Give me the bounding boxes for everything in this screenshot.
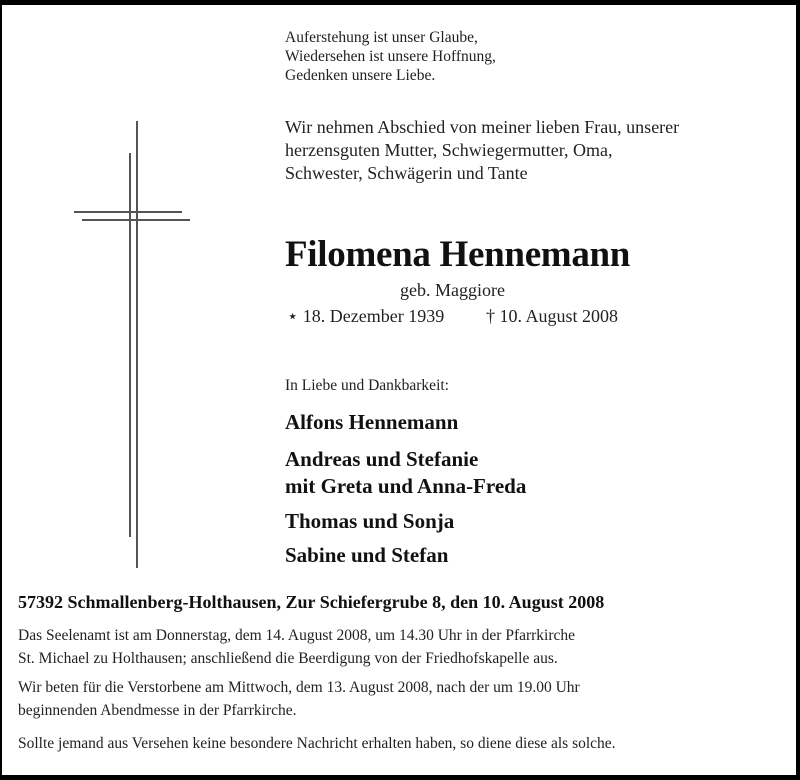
address-line: 57392 Schmallenberg-Holthausen, Zur Schiefergrube 8, den 10. August 2008: [18, 592, 605, 612]
mourner-name: Sabine und Stefan: [285, 543, 449, 567]
detail-line: Das Seelenamt ist am Donnerstag, dem 14. August 2008, um 14.30 Uhr in der Pfarrkirche: [18, 627, 576, 644]
mourner-name: Thomas und Sonja: [285, 509, 455, 533]
farewell-line: herzensguten Mutter, Schwiegermutter, Oma,: [285, 140, 613, 160]
detail-line: Wir beten für die Verstorbene am Mittwoch, dem 13. August 2008, nach der um 19.00 Uhr: [18, 679, 580, 696]
maiden-name: geb. Maggiore: [400, 280, 505, 300]
detail-line: Sollte jemand aus Versehen keine besondere Nachricht erhalten haben, so diene diese als solche.: [18, 735, 616, 752]
mourner-name: Alfons Hennemann: [285, 410, 459, 434]
mourner-name: mit Greta und Anna-Freda: [285, 474, 527, 498]
mourners-intro: In Liebe und Dankbarkeit:: [285, 377, 449, 394]
verse-line: Gedenken unsere Liebe.: [285, 67, 436, 84]
deceased-name: Filomena Hennemann: [285, 234, 631, 275]
verse-line: Wiedersehen ist unsere Hoffnung,: [285, 48, 496, 65]
verse-line: Auferstehung ist unser Glaube,: [285, 29, 478, 46]
farewell-line: Wir nehmen Abschied von meiner lieben Frau, unserer: [285, 117, 680, 137]
mourner-name: Andreas und Stefanie: [285, 447, 479, 471]
birth-date: ⋆ 18. Dezember 1939: [287, 306, 445, 326]
detail-line: St. Michael zu Holthausen; anschließend die Beerdigung von der Friedhofskapelle aus.: [18, 650, 558, 667]
farewell-line: Schwester, Schwägerin und Tante: [285, 163, 528, 183]
detail-line: beginnenden Abendmesse in der Pfarrkirche.: [18, 702, 297, 719]
death-date: † 10. August 2008: [486, 306, 619, 326]
